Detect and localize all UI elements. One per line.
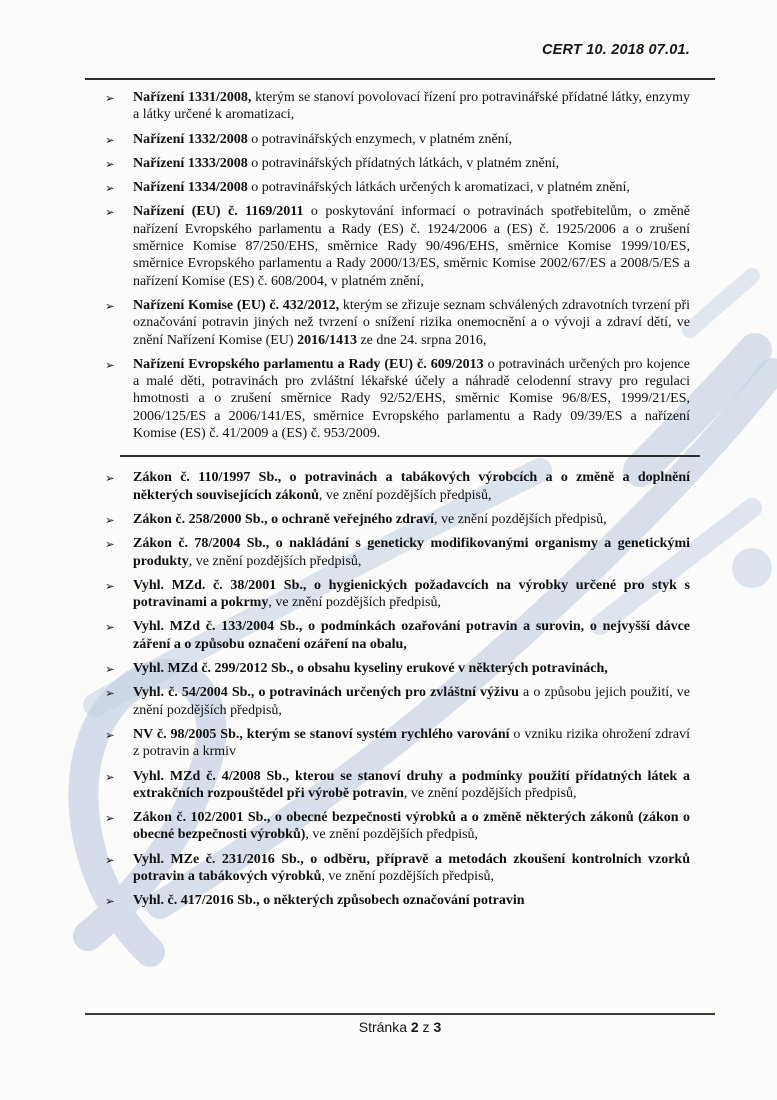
bold-text: Nařízení Evropského parlamentu a Rady (EU) č. 609/2013 bbox=[133, 356, 484, 372]
bold-text: 2016/1413 bbox=[297, 332, 357, 348]
bold-text: Zákon č. 258/2000 Sb., o ochraně veřejného zdraví bbox=[133, 511, 434, 527]
list-item-text bbox=[133, 470, 690, 502]
bold-text: 3 bbox=[433, 1019, 442, 1035]
regular-text: ze dne 24. srpna 2016, bbox=[356, 332, 487, 348]
list-item bbox=[105, 356, 690, 442]
list-item-text bbox=[133, 619, 690, 651]
list-item bbox=[105, 851, 690, 886]
bold-text: Vyhl. MZd č. 299/2012 Sb., o obsahu kyseliny erukové v některých potravinách, bbox=[133, 661, 608, 677]
bold-text: Nařízení 1331/2008, bbox=[133, 90, 252, 105]
list-item bbox=[105, 469, 690, 504]
bold-text: Nařízení Komise (EU) č. 432/2012, bbox=[133, 297, 340, 313]
footer-divider bbox=[85, 1013, 715, 1015]
list-item-text bbox=[133, 769, 690, 801]
bold-text: Vyhl. MZe č. 231/2016 Sb., o odběru, přípravě a metodách zkoušení kontrolních vzorků potravin a tabákových výrobků bbox=[133, 851, 690, 884]
header-divider bbox=[85, 78, 715, 80]
regular-text: o potravinářských enzymech, v platném znění, bbox=[247, 131, 513, 147]
regular-text: , ve znění pozdějších předpisů, bbox=[321, 868, 495, 884]
list-item-text bbox=[133, 180, 630, 195]
list-item bbox=[105, 203, 690, 289]
regular-text: kterým se zřizuje seznam schválených zdravotních tvrzení při označování potravin jiných než tvrzení o snížení rizika onemocnění a o vývoji a zdraví dětí, ve znění Nařízení Komise (EU) bbox=[133, 297, 690, 348]
list-item bbox=[105, 892, 690, 909]
arrow-bullet-icon: ➢ bbox=[105, 686, 115, 701]
list-item-text bbox=[133, 298, 690, 348]
page-footer bbox=[85, 1013, 715, 1035]
regular-text: o poskytování informací o potravinách spotřebitelům, o změně nařízení Evropského parlamentu a Rady (ES) č. 1924/2006 a (ES) č. 1925/2006 a o zrušení směrnice Komise 87/250/EHS, směrnice Rady 90/496/EHS, směrnice Komise 1999/10/ES, směrnice Evropského parlamentu a Rady 2000/13/ES, směrnic Komise 2002/67/ES a 2008/5/ES a nařízení Komise (ES) č. 608/2004, v platném znění, bbox=[133, 204, 690, 289]
list-item-text bbox=[133, 661, 608, 676]
document-body bbox=[85, 0, 690, 917]
list-item-text bbox=[133, 893, 525, 908]
bold-text: 2 bbox=[410, 1019, 419, 1035]
list-item bbox=[105, 726, 690, 761]
bold-text: Vyhl. č. 417/2016 Sb., o některých způsobech označování potravin bbox=[133, 893, 525, 909]
list-item bbox=[105, 511, 690, 528]
page-number bbox=[85, 1019, 715, 1035]
arrow-bullet-icon: ➢ bbox=[105, 298, 115, 313]
list-item bbox=[105, 768, 690, 803]
arrow-bullet-icon: ➢ bbox=[105, 512, 115, 527]
section-divider bbox=[120, 455, 700, 457]
list-item bbox=[105, 618, 690, 653]
list-item bbox=[105, 297, 690, 349]
list-item bbox=[105, 660, 690, 677]
arrow-bullet-icon: ➢ bbox=[105, 357, 115, 372]
regular-text: o potravinářských látkách určených k aromatizaci, v platném znění, bbox=[247, 180, 630, 196]
bold-text: NV č. 98/2005 Sb., kterým se stanoví systém rychlého varování bbox=[133, 726, 510, 742]
regular-text: , ve znění pozdějších předpisů, bbox=[434, 511, 607, 527]
arrow-bullet-icon: ➢ bbox=[105, 769, 115, 784]
list-item bbox=[105, 89, 690, 124]
bold-text: Nařízení 1333/2008 bbox=[133, 155, 248, 171]
bold-text: Vyhl. č. 54/2004 Sb., o potravinách určených pro zvláštní výživu bbox=[133, 685, 519, 701]
regular-text: o potravinách určených pro kojence a malé děti, potravinách pro zvláštní lékařské účely a náhradě celodenní stravy pro regulaci hmotnosti a o zrušení směrnice Rady 92/52/EHS, směrnic Komise 96/8/ES, 1999/21/ES, 2006/125/ES a 2006/141/ES, směrnice Evropského parlamentu a Rady 09/39/ES a nařízení Komise (ES) č. 41/2009 a (ES) č. 953/2009. bbox=[133, 356, 690, 442]
list-item-text bbox=[133, 578, 690, 610]
bold-text: Zákon č. 78/2004 Sb., o nakládání s geneticky modifikovanými organismy a genetickými produkty bbox=[133, 536, 690, 569]
arrow-bullet-icon: ➢ bbox=[105, 727, 115, 742]
list-item-text bbox=[133, 685, 690, 717]
regular-text: o potravinářských přídatných látkách, v platném znění, bbox=[247, 155, 560, 171]
bold-text: Vyhl. MZd. č. 38/2001 Sb., o hygienických požadavcích na výrobky určené pro styk s potravinami a pokrmy bbox=[133, 577, 690, 611]
regular-text: , ve znění pozdějších předpisů, bbox=[318, 487, 492, 503]
list-item-text bbox=[133, 512, 607, 527]
regular-text: o vzniku rizika ohrožení zdraví z potravin a krmiv bbox=[133, 726, 691, 760]
regular-text: , ve znění pozdějších předpisů, bbox=[188, 553, 362, 569]
list-item-text bbox=[133, 132, 512, 147]
arrow-bullet-icon: ➢ bbox=[105, 811, 115, 826]
bold-text: Zákon č. 110/1997 Sb., o potravinách a tabákových výrobcích a o změně a doplnění některých souvisejících zákonů bbox=[133, 470, 690, 503]
regular-text: , ve znění pozdějších předpisů, bbox=[305, 827, 479, 843]
national-legislation-list bbox=[85, 469, 690, 909]
list-item-text bbox=[133, 536, 690, 568]
document-code: CERT 10. 2018 07.01. bbox=[541, 42, 690, 58]
arrow-bullet-icon: ➢ bbox=[105, 662, 115, 677]
list-item bbox=[105, 155, 690, 172]
bold-text: Vyhl. MZd č. 133/2004 Sb., o podmínkách ozařování potravin a surovin, o nejvyšší dávce záření a o způsobu označení ozáření na obalu, bbox=[133, 619, 690, 652]
arrow-bullet-icon: ➢ bbox=[105, 91, 115, 105]
arrow-bullet-icon: ➢ bbox=[105, 181, 115, 196]
list-item bbox=[105, 809, 690, 844]
arrow-bullet-icon: ➢ bbox=[105, 578, 115, 593]
arrow-bullet-icon: ➢ bbox=[105, 156, 115, 171]
list-item bbox=[105, 684, 690, 719]
regular-text: Stránka bbox=[358, 1019, 411, 1035]
eu-regulations-list bbox=[85, 89, 690, 442]
list-item-text bbox=[133, 357, 690, 441]
list-item-text bbox=[133, 204, 690, 288]
bold-text: Nařízení 1332/2008 bbox=[133, 131, 248, 147]
arrow-bullet-icon: ➢ bbox=[105, 132, 115, 147]
list-item-text bbox=[133, 156, 559, 171]
bold-text: Vyhl. MZd č. 4/2008 Sb., kterou se stanoví druhy a podmínky použití přídatných látek a extrakčních rozpouštědel při výrobě potravin bbox=[133, 768, 690, 801]
bold-text: Nařízení 1334/2008 bbox=[133, 180, 248, 196]
arrow-bullet-icon: ➢ bbox=[105, 537, 115, 552]
regular-text: , ve znění pozdějších předpisů, bbox=[403, 785, 577, 801]
arrow-bullet-icon: ➢ bbox=[105, 471, 115, 486]
list-item bbox=[105, 179, 690, 196]
regular-text: a o způsobu jejich použití, ve znění pozdějších předpisů, bbox=[133, 685, 690, 718]
list-item bbox=[105, 535, 690, 570]
list-item bbox=[105, 131, 690, 148]
list-item-text bbox=[133, 810, 690, 842]
bold-text: Zákon č. 102/2001 Sb., o obecné bezpečnosti výrobků a o změně některých zákonů (zákon o obecné bezpečnosti výrobků) bbox=[133, 810, 690, 843]
arrow-bullet-icon: ➢ bbox=[105, 620, 115, 635]
regular-text: z bbox=[418, 1019, 434, 1035]
list-item-text bbox=[133, 727, 690, 759]
arrow-bullet-icon: ➢ bbox=[105, 852, 115, 867]
list-item-text bbox=[133, 852, 690, 884]
regular-text: kterým se stanoví povolovací řízení pro potravinářské přídatné látky, enzymy a látky určené k aromatizaci, bbox=[133, 90, 690, 123]
list-item bbox=[105, 577, 690, 612]
arrow-bullet-icon: ➢ bbox=[105, 894, 115, 909]
regular-text: , ve znění pozdějších předpisů, bbox=[268, 595, 441, 611]
arrow-bullet-icon: ➢ bbox=[105, 205, 115, 220]
bold-text: Nařízení (EU) č. 1169/2011 bbox=[133, 204, 304, 220]
list-item-text bbox=[133, 90, 690, 122]
